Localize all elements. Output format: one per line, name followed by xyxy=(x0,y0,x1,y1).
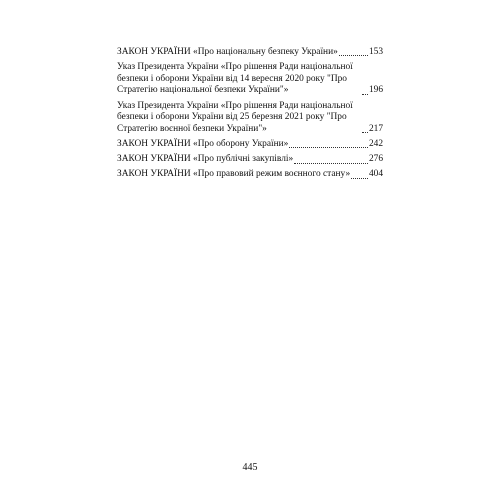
toc-entry-page: 153 xyxy=(368,47,383,57)
toc-entry-title: Указ Президента України «Про рішення Ради національної безпеки і оборони України від 25 березня 2021 року "Про Стратегію воєнної безпеки України"» xyxy=(117,100,353,134)
toc-entry-title: Указ Президента України «Про рішення Ради національної безпеки і оборони України від 14 вересня 2020 року "Про Стратегію національної безпеки України"» xyxy=(117,62,353,96)
toc-entry-title: ЗАКОН УКРАЇНИ «Про оборону України» xyxy=(117,138,289,149)
toc-entry[interactable] xyxy=(117,101,383,136)
dot-leader xyxy=(362,94,368,95)
toc-entry-page: 242 xyxy=(368,138,383,149)
dot-leader xyxy=(351,178,368,179)
toc-entry[interactable] xyxy=(117,169,383,181)
toc-entry-page: 276 xyxy=(368,154,383,165)
toc-entry-title: ЗАКОН УКРАЇНИ «Про правовий режим воєнного стану» xyxy=(117,169,351,180)
dot-leader xyxy=(362,132,368,133)
page-number: 445 xyxy=(242,462,258,473)
toc-entry[interactable] xyxy=(117,47,383,59)
toc-entry-page: 196 xyxy=(368,85,383,96)
toc-entry-page: 404 xyxy=(368,169,383,180)
toc-entry[interactable] xyxy=(117,62,383,97)
toc-entry-title: ЗАКОН УКРАЇНИ «Про національну безпеку України» xyxy=(117,47,338,57)
dot-leader xyxy=(339,55,368,56)
toc-entry-page: 217 xyxy=(368,123,383,134)
toc-entry[interactable] xyxy=(117,154,383,166)
table-of-contents xyxy=(117,47,383,185)
toc-entry[interactable] xyxy=(117,139,383,151)
toc-entry-title: ЗАКОН УКРАЇНИ «Про публічні закупівлі» xyxy=(117,154,294,165)
dot-leader xyxy=(289,147,368,148)
dot-leader xyxy=(294,163,368,164)
